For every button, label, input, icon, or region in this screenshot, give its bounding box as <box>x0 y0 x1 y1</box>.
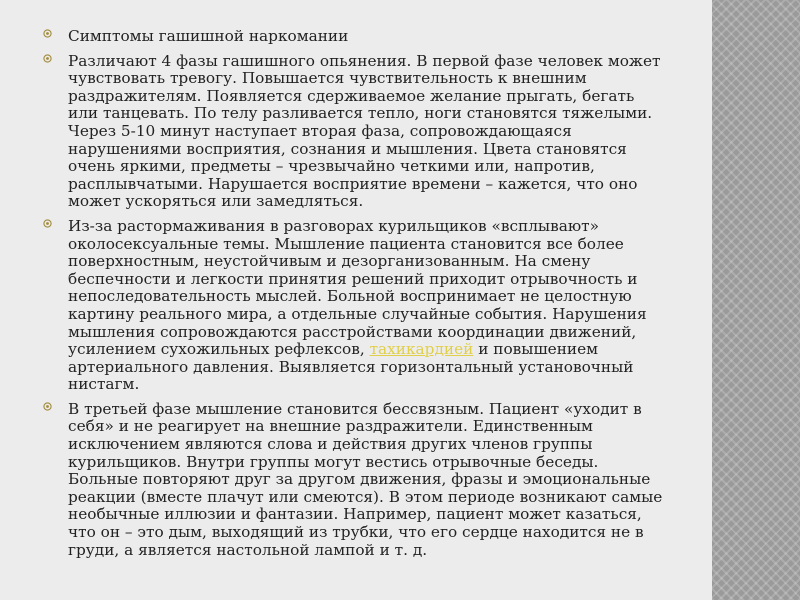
target-bullet-icon <box>43 54 52 63</box>
bullet-text-after-link: и повышением артериального давления. Выявляется горизонтальный установочный нистагм. <box>68 340 634 394</box>
bullet-item-phase-three <box>42 401 668 559</box>
tachycardia-link[interactable]: тахикардией <box>369 340 474 359</box>
bullet-item-phase-two <box>42 218 668 394</box>
bullet-text-before-link: Из-за растормаживания в разговорах курильщиков «всплывают» околосексуальные темы. Мышление пациента становится все более поверхностным, неустойчивым и дезорганизованным. На смену беспечности и легкости принятия решений приходит отрывочность и непоследовательность мыслей. Больной воспринимает не целостную картину реального мира, а отдельные случайные события. Нарушения мышления сопровождаются расстройствами координации движений, усилением сухожильных рефлексов, <box>68 216 647 359</box>
slide-content <box>42 28 668 566</box>
bullet-text: Различают 4 фазы гашишного опьянения. В первой фазе человек может чувствовать тревогу. Повышается чувствительность к внешним раздражителям. Появляется сдерживаемое желание прыгать, бегать или танцевать. По телу разливается тепло, ноги становятся тяжелыми. Через 5-10 минут наступает вторая фаза, сопровождающаяся нарушениями восприятия, сознания и мышления. Цвета становятся очень яркими, предметы – чрезвычайно четкими или, напротив, расплывчатыми. Нарушается восприятие времени – кажется, что оно может ускоряться или замедляться. <box>68 51 661 211</box>
bullet-item-title <box>42 28 668 46</box>
target-bullet-icon <box>43 29 52 38</box>
bullet-text: В третьей фазе мышление становится бессвязным. Пациент «уходит в себя» и не реагирует на внешние раздражители. Единственным исключением являются слова и действия других членов группы курильщиков. Внутри группы могут вестись отрывочные беседы. Больные повторяют друг за другом движения, фразы и эмоциональные реакции (вместе плачут или смеются). В этом периоде возникают самые необычные иллюзии и фантазии. Например, пациент может казаться, что он – это дым, выходящий из трубки, что его сердце находится не в груди, а является настольной лампой и т. д. <box>68 399 663 559</box>
target-bullet-icon <box>43 219 52 228</box>
decorative-side-band <box>712 0 800 600</box>
bullet-text: Симптомы гашишной наркомании <box>68 27 349 45</box>
target-bullet-icon <box>43 402 52 411</box>
bullet-item-phase-one <box>42 53 668 211</box>
